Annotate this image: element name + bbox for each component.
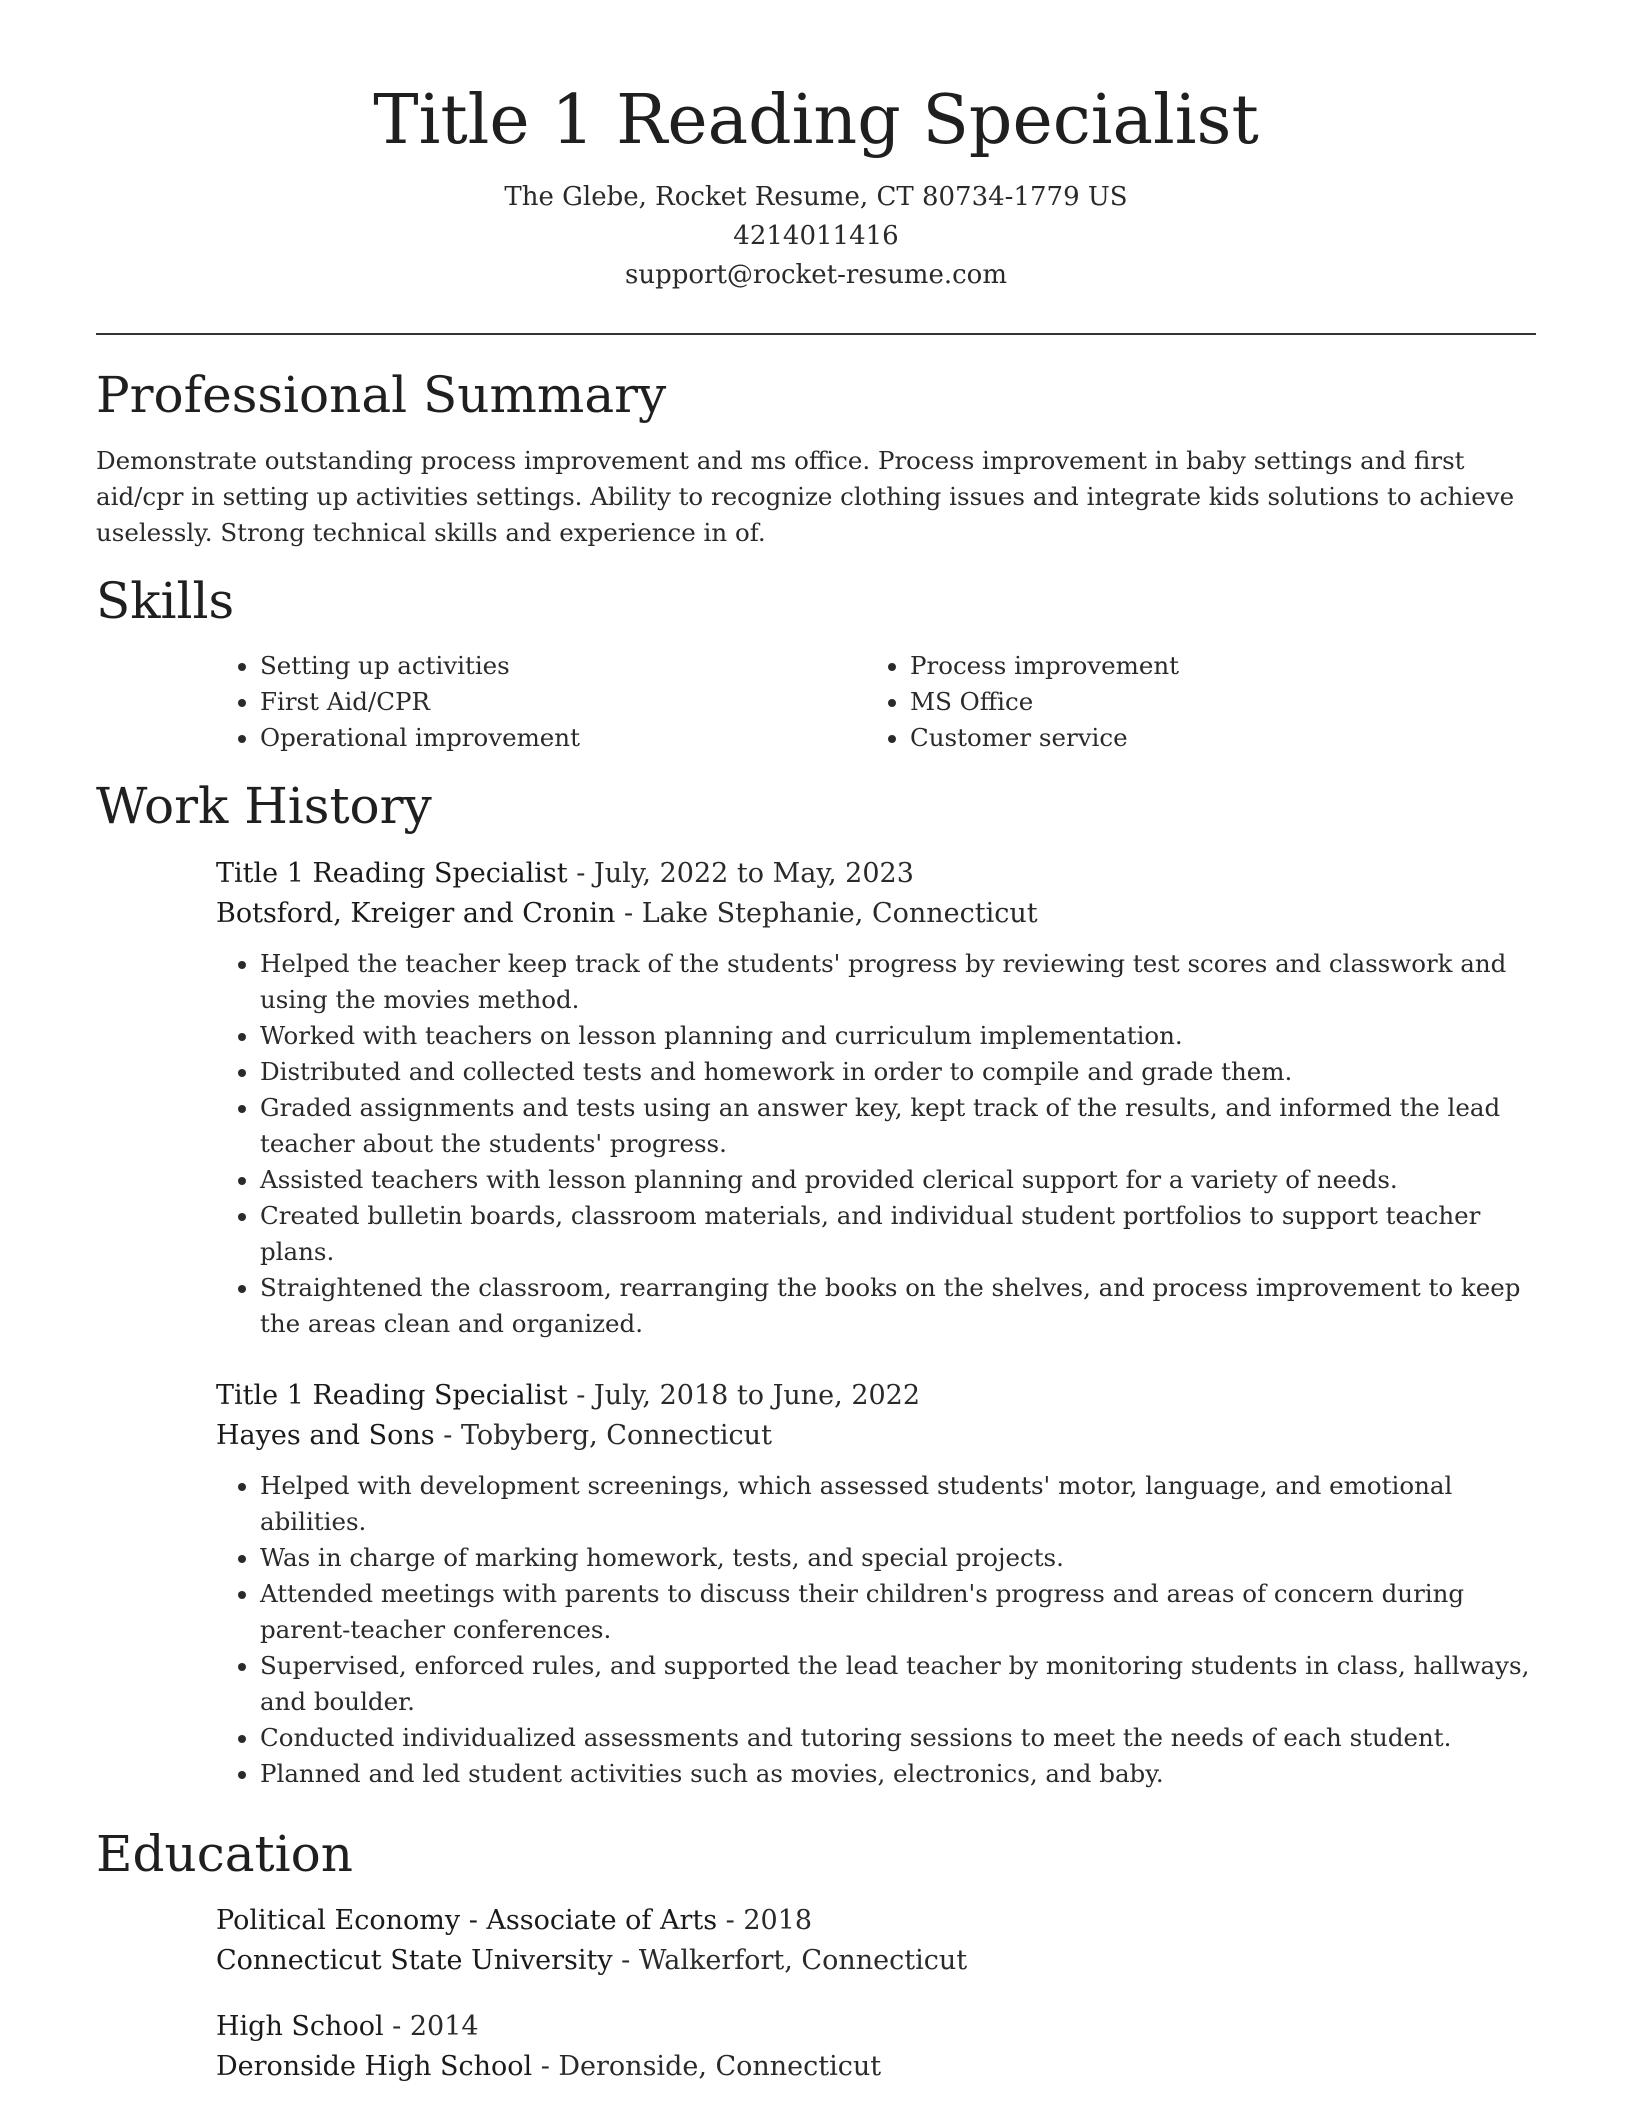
job-bullet: • Helped the teacher keep track of the students' progress by reviewing test scores and classwork and using the movies method. (260, 946, 1536, 1018)
skills-title: Skills (96, 571, 235, 630)
job-company-line (216, 1416, 1536, 1456)
job-bullet: • Worked with teachers on lesson planning and curriculum implementation. (260, 1018, 1536, 1054)
skill-item: • Customer service (910, 720, 1516, 756)
job-bullet: • Conducted individualized assessments and tutoring sessions to meet the needs of each student. (260, 1720, 1536, 1756)
job-dates: - July, 2018 to June, 2022 (567, 1379, 921, 1411)
job-location: - Lake Stephanie, Connecticut (615, 897, 1038, 929)
education-school-line (216, 2047, 1536, 2087)
work-history-section (96, 778, 1536, 1792)
education-year: - 2018 (717, 1905, 813, 1937)
job-bullet: • Assisted teachers with lesson planning and provided clerical support for a variety of needs. (260, 1162, 1536, 1198)
job-title-line (216, 854, 1536, 894)
education-location: - Walkerfort, Connecticut (612, 1945, 968, 1977)
education-year: - 2014 (383, 2011, 479, 2043)
job-position: Title 1 Reading Specialist (216, 857, 568, 889)
job-bullet: • Distributed and collected tests and homework in order to compile and grade them. (260, 1054, 1536, 1090)
skill-item: • MS Office (910, 684, 1516, 720)
education-school: Connecticut State University (216, 1945, 613, 1977)
skills-column-left (216, 648, 866, 756)
email: support@rocket-resume.com (624, 260, 1007, 291)
job-bullets (216, 946, 1536, 1342)
skill-item: • Process improvement (910, 648, 1516, 684)
candidate-name: Title 1 Reading Specialist (373, 81, 1259, 160)
work-history-title: Work History (96, 777, 432, 836)
address: The Glebe, Rocket Resume, CT 80734-1779 US (504, 182, 1128, 213)
job-title-line (216, 1376, 1536, 1416)
education-location: - Deronside, Connecticut (532, 2051, 882, 2083)
summary-title: Professional Summary (96, 366, 667, 425)
education-section (96, 1826, 1536, 2088)
job-bullet: • Planned and led student activities such as movies, electronics, and baby. (260, 1756, 1536, 1792)
job-entry (216, 854, 1536, 1342)
job-bullet: • Supervised, enforced rules, and supported the lead teacher by monitoring students in class, hallways, and boulder. (260, 1648, 1536, 1720)
education-degree: Political Economy - Associate of Arts (216, 1905, 718, 1937)
job-company: Botsford, Kreiger and Cronin (216, 897, 616, 929)
skill-item: • Operational improvement (260, 720, 866, 756)
job-bullets (216, 1468, 1536, 1792)
education-degree-line (216, 1901, 1536, 1941)
skills-column-right (866, 648, 1516, 756)
job-entry (216, 1376, 1536, 1792)
skill-item: • First Aid/CPR (260, 684, 866, 720)
job-bullet: • Helped with development screenings, which assessed students' motor, language, and emotional abilities. (260, 1468, 1536, 1540)
education-school-line (216, 1941, 1536, 1981)
job-location: - Tobyberg, Connecticut (434, 1419, 772, 1451)
summary-text: Demonstrate outstanding process improvement and ms office. Process improvement in baby settings and first aid/cpr in setting up activities settings. Ability to recognize clothing issues and integrate kids solutions to achieve uselessly. Strong technical skills and experience in of. (96, 445, 1515, 547)
job-bullet: • Was in charge of marking homework, tests, and special projects. (260, 1540, 1536, 1576)
education-degree-line (216, 2007, 1536, 2047)
skills-section (96, 573, 1536, 757)
job-company: Hayes and Sons (216, 1419, 435, 1451)
resume-header (96, 0, 1536, 295)
education-school: Deronside High School (216, 2051, 533, 2083)
summary-section (96, 367, 1536, 551)
education-degree: High School (216, 2011, 384, 2043)
skill-item: • Setting up activities (260, 648, 866, 684)
header-divider (96, 333, 1536, 335)
education-entry (216, 2007, 1536, 2087)
job-bullet: • Created bulletin boards, classroom materials, and individual student portfolios to support teacher plans. (260, 1198, 1536, 1270)
phone: 4214011416 (733, 221, 899, 252)
job-company-line (216, 894, 1536, 934)
skills-grid (216, 648, 1536, 756)
job-bullet: • Attended meetings with parents to discuss their children's progress and areas of concern during parent-teacher conferences. (260, 1576, 1536, 1648)
job-bullet: • Straightened the classroom, rearranging the books on the shelves, and process improvement to keep the areas clean and organized. (260, 1270, 1536, 1342)
job-position: Title 1 Reading Specialist (216, 1379, 568, 1411)
education-title: Education (96, 1824, 353, 1883)
job-dates: - July, 2022 to May, 2023 (567, 857, 914, 889)
education-entry (216, 1901, 1536, 1981)
job-bullet: • Graded assignments and tests using an answer key, kept track of the results, and informed the lead teacher about the students' progress. (260, 1090, 1536, 1162)
